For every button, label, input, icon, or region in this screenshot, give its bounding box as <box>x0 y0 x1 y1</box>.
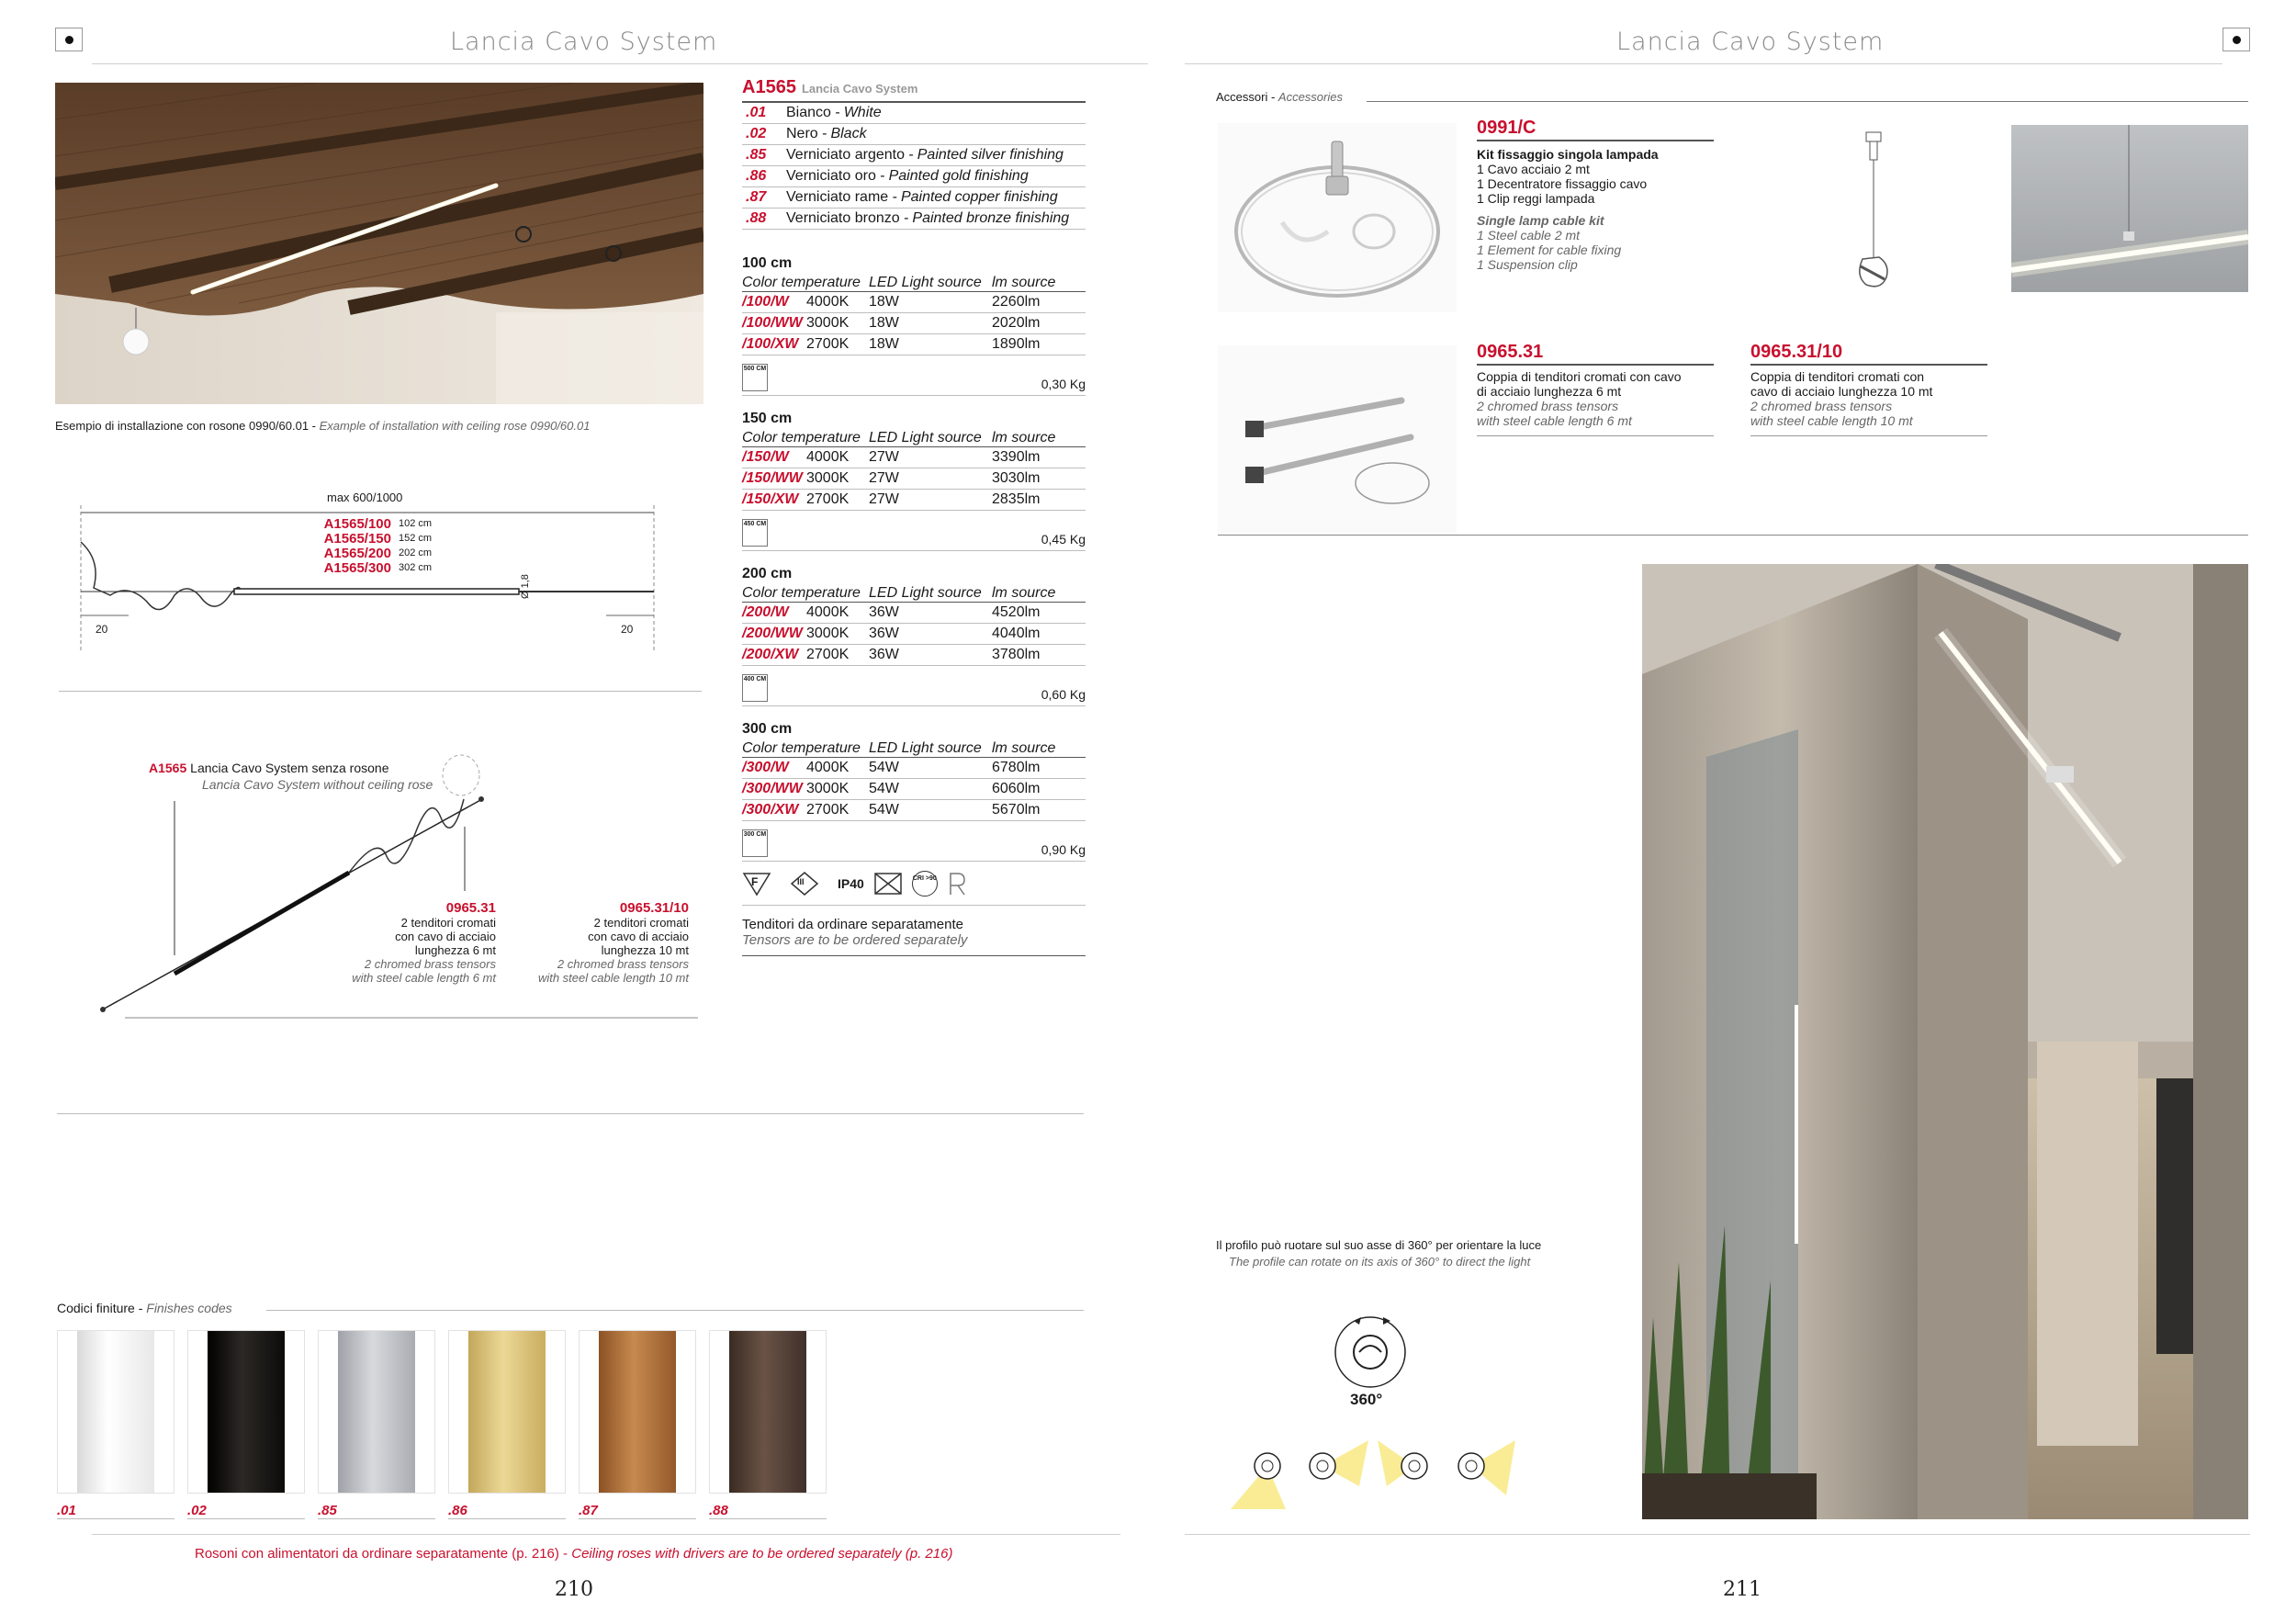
finish-row-code: .01 <box>746 105 767 120</box>
model-code: A1565/200 <box>323 545 391 561</box>
finish-row <box>742 103 1086 124</box>
spec-temp: 3000K <box>806 315 850 331</box>
finish-code: .01 <box>57 1503 76 1518</box>
spec-temp: 4000K <box>806 449 850 465</box>
dimension-diagram <box>73 478 661 661</box>
spec-power: 54W <box>869 781 899 796</box>
model-len: 102 cm <box>399 518 433 529</box>
diagram2-title <box>149 761 389 775</box>
kit-photo <box>1218 123 1457 312</box>
kit-line-en: 1 Steel cable 2 mt <box>1477 228 1581 242</box>
footer-note-it: Rosoni con alimentatori da ordinare separatamente (p. 216) - <box>195 1546 572 1562</box>
spec-lumen: 2835lm <box>992 491 1041 507</box>
spec-power: 18W <box>869 294 899 310</box>
rotation-positions-icon <box>1231 1431 1525 1514</box>
weight: 0,60 Kg <box>1041 687 1086 702</box>
tensor2-line: lunghezza 10 mt <box>601 943 689 957</box>
kit-title-en: Single lamp cable kit <box>1477 213 1604 228</box>
kit-line: 1 Cavo acciaio 2 mt <box>1477 162 1590 176</box>
spec-lumen: 6780lm <box>992 760 1041 775</box>
caption-en: Example of installation with ceiling rose 0990/60.01 <box>319 419 591 433</box>
cable-length-icon: 500 CM <box>742 364 768 391</box>
finish-row <box>742 145 1086 166</box>
section-title: 200 cm <box>742 566 793 581</box>
col-header: lm source <box>992 275 1056 290</box>
tensor6-line-en: with steel cable length 6 mt <box>1477 413 1714 436</box>
spec-code: /150/WW <box>742 470 803 486</box>
rotation-360-icon <box>1326 1308 1414 1396</box>
spec-temp: 2700K <box>806 336 850 352</box>
tensor2-line: con cavo di acciaio <box>588 930 689 943</box>
finish-row-it: Verniciato argento - <box>786 147 914 163</box>
page-number-left: 210 <box>555 1578 593 1601</box>
kit-line: 1 Clip reggi lampada <box>1477 191 1595 206</box>
tensor-note-it: Tenditori da ordinare separatamente <box>742 917 963 932</box>
spec-power: 54W <box>869 760 899 775</box>
finish-row-en: Painted bronze finishing <box>912 210 1070 226</box>
kit-line-en: 1 Element for cable fixing <box>1477 242 1622 257</box>
tensor1-line: con cavo di acciaio <box>395 930 496 943</box>
diagram2-code: A1565 <box>149 761 187 775</box>
tensor1-code: 0965.31 <box>445 900 496 916</box>
spec-lumen: 3030lm <box>992 470 1041 486</box>
spec-code: /200/W <box>742 604 789 620</box>
page-number-right: 211 <box>1723 1578 1761 1601</box>
spec-header <box>742 738 1086 758</box>
finishes-title-it: Codici finiture - <box>57 1301 147 1315</box>
spec-temp: 2700K <box>806 491 850 507</box>
tensor10-code: 0965.31/10 <box>1750 342 1987 366</box>
spec-temp: 2700K <box>806 647 850 662</box>
rotate-note-en: The profile can rotate on its axis of 360° to direct the light <box>1229 1255 1531 1269</box>
finish-row-en: White <box>843 105 882 120</box>
finishes-title <box>57 1301 232 1315</box>
kit-title: Kit fissaggio singola lampada <box>1477 147 1659 162</box>
finish-row-code: .86 <box>746 168 767 184</box>
spec-lumen: 5670lm <box>992 802 1041 818</box>
recycle-r-icon <box>947 871 967 897</box>
finish-swatch <box>579 1330 696 1519</box>
divider <box>59 691 702 692</box>
header-rule-right <box>1185 63 2223 64</box>
cable-diagram <box>55 744 716 1029</box>
finish-row-code: .87 <box>746 189 767 205</box>
model-length-list <box>303 516 505 575</box>
section-title: 100 cm <box>742 255 793 271</box>
footer-rule-right <box>1185 1534 2250 1535</box>
tensor6-line: Coppia di tenditori cromati con cavo <box>1477 369 1682 384</box>
tensor6-description <box>1477 342 1714 436</box>
finish-row <box>742 124 1086 145</box>
footer-note <box>195 1546 952 1562</box>
col-header: Color temperature <box>742 430 861 445</box>
tensor2-line-en: with steel cable length 10 mt <box>537 971 689 985</box>
finish-bar-white <box>77 1331 154 1493</box>
finish-bar-silver <box>338 1331 415 1493</box>
finish-code: .85 <box>318 1503 337 1518</box>
finish-row <box>742 166 1086 187</box>
col-header: LED Light source <box>869 585 982 601</box>
header-title-right: Lancia Cavo System <box>1616 28 1885 56</box>
spec-power: 27W <box>869 449 899 465</box>
model-code: A1565/300 <box>323 559 391 576</box>
col-header: LED Light source <box>869 275 982 290</box>
spec-row <box>742 334 1086 355</box>
kit-code: 0991/C <box>1477 118 1714 141</box>
finish-swatch <box>187 1330 305 1519</box>
finish-row-en: Painted gold finishing <box>888 168 1029 184</box>
kit-description <box>1477 118 1714 272</box>
spec-temp: 4000K <box>806 760 850 775</box>
model-len: 152 cm <box>399 533 433 544</box>
spec-row <box>742 800 1086 821</box>
spec-lumen: 6060lm <box>992 781 1041 796</box>
section-footer <box>742 821 1086 862</box>
kit-drawing <box>1828 129 1919 294</box>
spec-code: /300/W <box>742 760 789 775</box>
page-marker-box <box>2223 28 2250 51</box>
section-footer <box>742 511 1086 551</box>
tensor10-line: cavo di acciaio lunghezza 10 mt <box>1750 384 1933 399</box>
diagram2-title-it: Lancia Cavo System senza rosone <box>190 761 389 775</box>
col-header: LED Light source <box>869 430 982 445</box>
header-title-left: Lancia Cavo System <box>450 28 718 56</box>
section-title: 300 cm <box>742 721 793 737</box>
finish-row-en: Painted copper finishing <box>900 189 1058 205</box>
spec-row <box>742 624 1086 645</box>
tensor1-line-en: 2 chromed brass tensors <box>364 957 496 971</box>
spec-temp: 2700K <box>806 802 850 818</box>
finish-swatch <box>318 1330 435 1519</box>
finish-row-code: .02 <box>746 126 767 141</box>
footer-note-en: Ceiling roses with drivers are to be ordered separately (p. 216) <box>571 1546 953 1562</box>
spec-row <box>742 468 1086 490</box>
col-header: lm source <box>992 740 1056 756</box>
spec-code: /100/XW <box>742 336 799 352</box>
product-table <box>742 77 1086 956</box>
spec-code: /100/WW <box>742 315 803 331</box>
finish-swatch <box>448 1330 566 1519</box>
class-iii-label: III <box>797 876 805 886</box>
tensor10-line: Coppia di tenditori cromati con <box>1750 369 1925 384</box>
spec-row <box>742 447 1086 468</box>
spec-code: /150/W <box>742 449 789 465</box>
tensor10-line-en: 2 chromed brass tensors <box>1750 399 1893 413</box>
no-insulation-icon <box>873 871 903 897</box>
spec-lumen: 3390lm <box>992 449 1041 465</box>
tensor2-line: 2 tenditori cromati <box>593 916 689 930</box>
finish-swatch <box>57 1330 174 1519</box>
spec-lumen: 2020lm <box>992 315 1041 331</box>
divider <box>266 1310 1084 1311</box>
spec-temp: 4000K <box>806 604 850 620</box>
tensor1-line: 2 tenditori cromati <box>400 916 496 930</box>
tensor10-line-en: with steel cable length 10 mt <box>1750 413 1987 436</box>
finishes-title-en: Finishes codes <box>146 1301 232 1315</box>
rotate-note-it: Il profilo può ruotare sul suo asse di 360° per orientare la luce <box>1216 1238 1542 1252</box>
finish-row-code: .88 <box>746 210 767 226</box>
tensor1-line: lunghezza 6 mt <box>414 943 496 957</box>
kit-line-en: 1 Suspension clip <box>1477 257 1578 272</box>
cable-length-icon: 400 CM <box>742 674 768 702</box>
cable-length-icon: 300 CM <box>742 829 768 857</box>
header-rule-left <box>92 63 1148 64</box>
finish-row-it: Nero - <box>786 126 827 141</box>
weight: 0,45 Kg <box>1041 532 1086 547</box>
finish-bar-black <box>208 1331 285 1493</box>
kit-lit-photo <box>2011 125 2248 292</box>
accessories-title-it: Accessori - <box>1216 90 1278 104</box>
tensor-photo <box>1218 345 1457 535</box>
spec-power: 18W <box>869 315 899 331</box>
tensor1-note <box>331 900 496 985</box>
finish-bar-bronze <box>729 1331 806 1493</box>
ip-rating: IP40 <box>838 875 864 891</box>
tensor2-line-en: 2 chromed brass tensors <box>557 957 689 971</box>
spec-row <box>742 603 1086 624</box>
finish-bar-copper <box>599 1331 676 1493</box>
spec-power: 36W <box>869 604 899 620</box>
spec-header <box>742 427 1086 447</box>
spec-row <box>742 490 1086 511</box>
model-code: A1565/150 <box>323 530 391 547</box>
spec-header <box>742 582 1086 603</box>
model-len: 202 cm <box>399 547 433 558</box>
finish-code: .87 <box>579 1503 598 1518</box>
finish-code: .02 <box>187 1503 207 1518</box>
spec-temp: 3000K <box>806 626 850 641</box>
model-len: 302 cm <box>399 562 433 573</box>
spec-lumen: 3780lm <box>992 647 1041 662</box>
spec-row <box>742 779 1086 800</box>
col-header: Color temperature <box>742 585 861 601</box>
right-dimension: 20 <box>621 623 634 636</box>
spec-lumen: 1890lm <box>992 336 1041 352</box>
spec-power: 27W <box>869 491 899 507</box>
spec-code: /150/XW <box>742 491 799 507</box>
spec-code: /100/W <box>742 294 789 310</box>
col-header: Color temperature <box>742 275 861 290</box>
tensor2-note <box>514 900 689 985</box>
spec-lumen: 4520lm <box>992 604 1041 620</box>
finish-row-code: .85 <box>746 147 767 163</box>
spec-power: 36W <box>869 647 899 662</box>
max-length-label: max 600/1000 <box>327 491 403 504</box>
finish-row-it: Bianco - <box>786 105 840 120</box>
spec-row <box>742 645 1086 666</box>
finish-row-it: Verniciato rame - <box>786 189 897 205</box>
spec-lumen: 4040lm <box>992 626 1041 641</box>
footer-rule-left <box>92 1534 1120 1535</box>
tensor6-line: di acciaio lunghezza 6 mt <box>1477 384 1622 399</box>
weight: 0,90 Kg <box>1041 842 1086 857</box>
finish-code: .86 <box>448 1503 467 1518</box>
spec-header <box>742 272 1086 292</box>
spec-power: 27W <box>869 470 899 486</box>
tensor2-code: 0965.31/10 <box>619 900 689 916</box>
cri-icon: CRI >90 <box>912 871 938 897</box>
section-title: 150 cm <box>742 411 793 426</box>
tensor1-line-en: with steel cable length 6 mt <box>352 971 496 985</box>
cable-length-icon: 450 CM <box>742 519 768 547</box>
corridor-photo <box>1642 564 2248 1519</box>
spec-power: 36W <box>869 626 899 641</box>
diameter-label: Ø 1,8 <box>520 574 531 599</box>
class-iii-icon <box>790 871 819 897</box>
spec-temp: 4000K <box>806 294 850 310</box>
caption-it: Esempio di installazione con rosone 0990/60.01 - <box>55 419 320 433</box>
spec-row <box>742 292 1086 313</box>
spec-lumen: 2260lm <box>992 294 1041 310</box>
finish-code: .88 <box>709 1503 728 1518</box>
spec-row <box>742 313 1086 334</box>
installation-caption <box>55 419 590 433</box>
accessories-title <box>1216 90 1343 104</box>
divider <box>1218 535 2248 536</box>
accessories-title-en: Accessories <box>1277 90 1343 104</box>
col-header: lm source <box>992 430 1056 445</box>
finish-row-en: Black <box>830 126 867 141</box>
spec-code: /200/WW <box>742 626 803 641</box>
divider <box>1367 101 2248 102</box>
diagram2-title-en: Lancia Cavo System without ceiling rose <box>202 777 433 792</box>
tensor-order-note <box>742 906 1086 956</box>
spec-power: 54W <box>869 802 899 818</box>
finish-bar-gold <box>468 1331 546 1493</box>
finish-row-it: Verniciato oro - <box>786 168 885 184</box>
spec-temp: 3000K <box>806 470 850 486</box>
certification-icons <box>742 862 1086 906</box>
page-marker-box <box>55 28 83 51</box>
deg-label: 360° <box>1350 1391 1383 1408</box>
finish-row <box>742 187 1086 209</box>
kit-line: 1 Decentratore fissaggio cavo <box>1477 176 1648 191</box>
spec-row <box>742 758 1086 779</box>
left-dimension: 20 <box>96 623 108 636</box>
spec-code: /200/XW <box>742 647 799 662</box>
section-footer <box>742 666 1086 706</box>
tensor6-code: 0965.31 <box>1477 342 1714 366</box>
product-name: Lancia Cavo System <box>801 82 918 96</box>
divider <box>57 1113 1084 1114</box>
finishes-swatches <box>57 1330 827 1519</box>
product-code: A1565 <box>742 77 796 97</box>
col-header: LED Light source <box>869 740 982 756</box>
finish-row-it: Verniciato bronzo - <box>786 210 909 226</box>
spec-code: /300/XW <box>742 802 799 818</box>
weight: 0,30 Kg <box>1041 377 1086 391</box>
product-heading <box>742 77 1086 103</box>
model-code: A1565/100 <box>323 515 391 532</box>
tensor-note-en: Tensors are to be ordered separately <box>742 932 968 948</box>
col-header: lm source <box>992 585 1056 601</box>
finish-row-en: Painted silver finishing <box>917 147 1064 163</box>
col-header: Color temperature <box>742 740 861 756</box>
tensor6-line-en: 2 chromed brass tensors <box>1477 399 1619 413</box>
spec-temp: 3000K <box>806 781 850 796</box>
tensor10-description <box>1750 342 1987 436</box>
spec-code: /300/WW <box>742 781 803 796</box>
section-footer <box>742 355 1086 396</box>
spec-power: 18W <box>869 336 899 352</box>
f-mark-label: F <box>751 874 759 888</box>
finish-row <box>742 209 1086 230</box>
installation-photo <box>55 83 703 404</box>
finish-swatch <box>709 1330 827 1519</box>
